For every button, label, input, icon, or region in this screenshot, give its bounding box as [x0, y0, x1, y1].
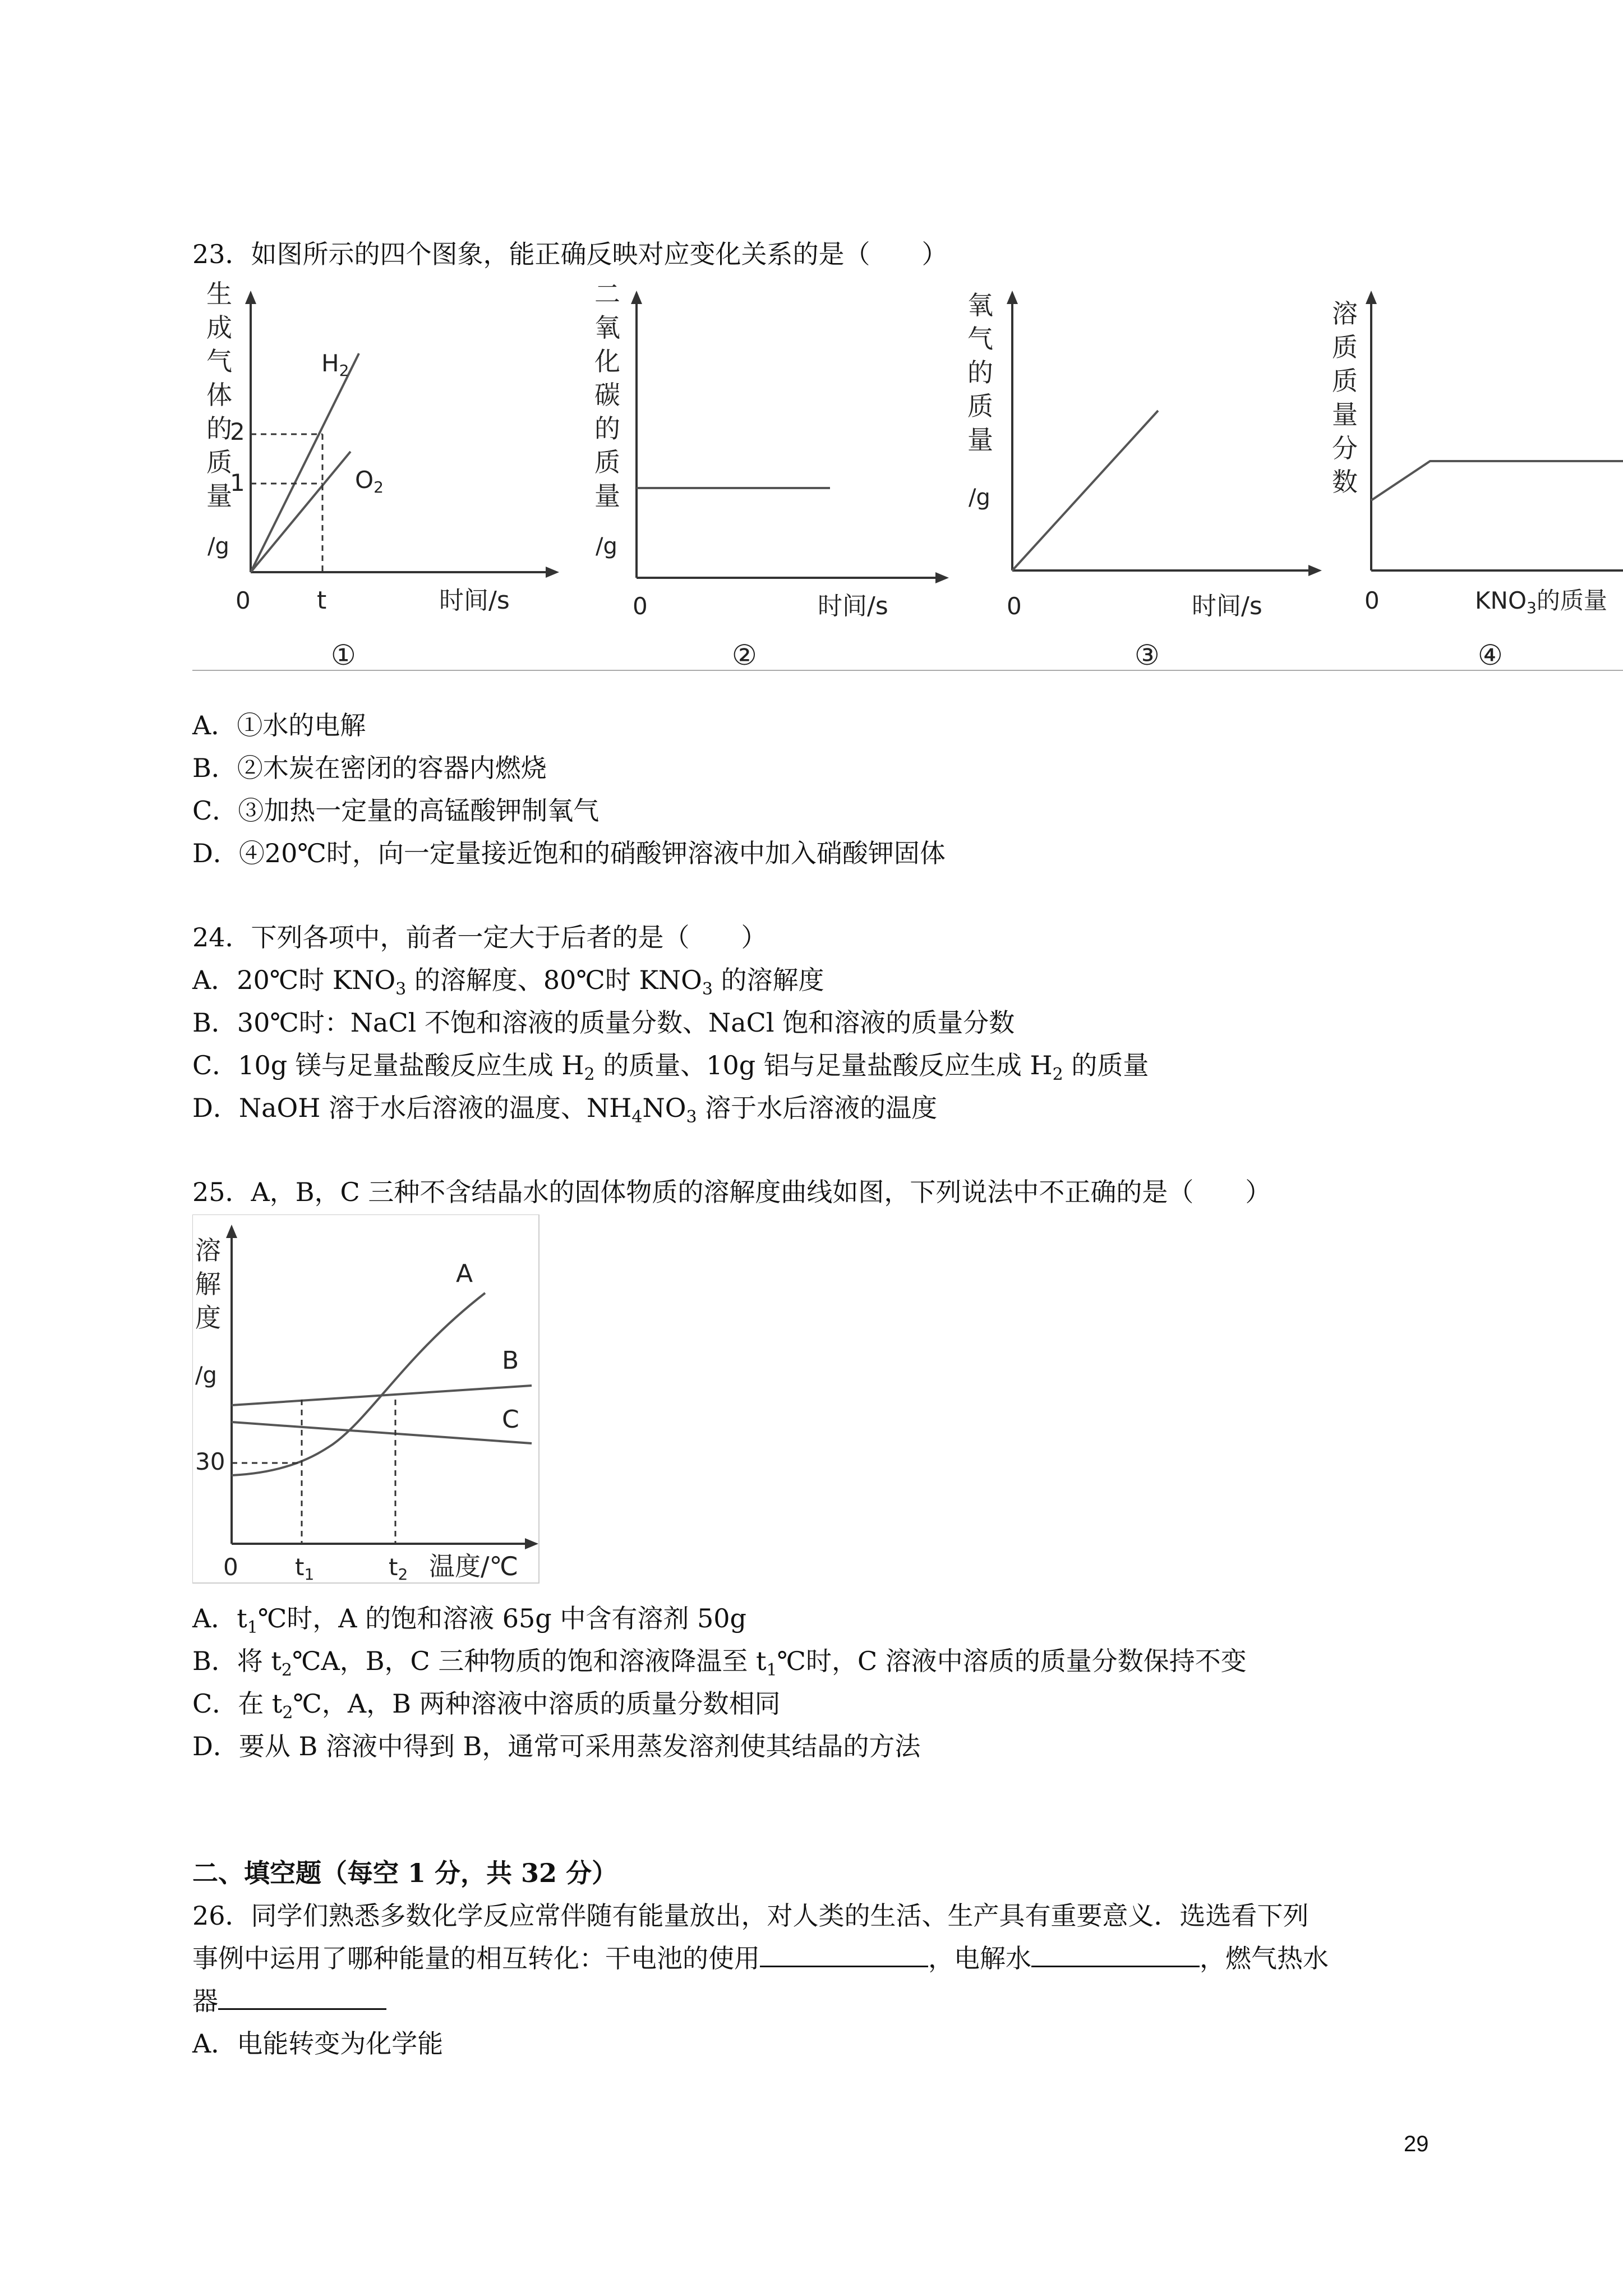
q25-option-d: D．要从 B 溶液中得到 B，通常可采用蒸发溶剂使其结晶的方法: [192, 1731, 921, 1761]
q23-option-c: C．③加热一定量的高锰酸钾制氧气: [192, 795, 600, 826]
blank-3[interactable]: [218, 1986, 386, 2010]
svg-text:量: 量: [594, 481, 620, 511]
curve-a: [232, 1293, 485, 1475]
q26-line-3: 器: [192, 1985, 386, 2017]
q23-option-d: D．④20℃时，向一定量接近饱和的硝酸钾溶液中加入硝酸钾固体: [192, 838, 946, 868]
q24-option-a: A．20℃时 $KNO_3$ 的溶解度、80℃时 $KNO_3$ 的溶解度: [192, 965, 824, 999]
graph-number: ①: [331, 639, 356, 671]
q24-option-d: D．NaOH 溶于水后溶液的温度、$NH_4NO_3$ 溶于水后溶液的温度: [192, 1093, 938, 1127]
svg-text:成: 成: [206, 312, 232, 343]
q26-line-1: 26．同学们熟悉多数化学反应常伴随有能量放出，对人类的生活、生产具有重要意义．选选看下列: [192, 1901, 1309, 1931]
graph2-yunit: /g: [596, 533, 617, 559]
q25-option-a: A．$t_1℃$时，A 的饱和溶液 65g 中含有溶剂 50g: [192, 1603, 746, 1637]
label-a: A: [456, 1259, 473, 1288]
svg-text:生: 生: [206, 280, 232, 309]
page-number: 29: [1404, 2132, 1429, 2156]
svg-text:质: 质: [206, 447, 232, 477]
q23-graph-4: [1326, 280, 1623, 673]
curve-b: [232, 1386, 532, 1405]
graph-number: ③: [1135, 639, 1160, 671]
h2-line: [251, 353, 359, 572]
graph3-yunit: /g: [969, 485, 990, 510]
q25-solubility-graph: [192, 1214, 540, 1585]
svg-text:的: 的: [206, 413, 232, 444]
o2-label: O2: [355, 466, 384, 496]
h2-label: H2: [321, 349, 349, 380]
q24-stem: 24．下列各项中，前者一定大于后者的是（ ）: [192, 922, 767, 953]
svg-text:量: 量: [967, 425, 993, 455]
q24-option-c: C．10g 镁与足量盐酸反应生成 $H_2$ 的质量、10g 铝与足量盐酸反应生成 $H_2$ 的质量: [192, 1050, 1149, 1084]
xtick-t1: t1: [295, 1553, 315, 1584]
svg-text:质: 质: [1332, 366, 1358, 396]
graph3-ylabel: [967, 290, 993, 455]
svg-text:化: 化: [594, 346, 620, 376]
mass-fraction-line: [1371, 461, 1623, 500]
svg-text:二: 二: [594, 280, 620, 309]
svg-text:溶: 溶: [195, 1235, 221, 1266]
svg-text:分: 分: [1332, 433, 1358, 463]
svg-text:氧: 氧: [594, 312, 620, 343]
xlabel: 时间/s: [818, 592, 888, 620]
graph-number: ②: [732, 639, 757, 671]
ytick-1: 1: [230, 469, 245, 496]
q26-option-a: A．电能转变为化学能: [192, 2028, 444, 2059]
q26-line-2: 事例中运用了哪种能量的相互转化：干电池的使用 ，电解水 ，燃气热水: [192, 1943, 1329, 1973]
solubility-ylabel: [195, 1235, 221, 1333]
q23-graph-1: [188, 280, 569, 673]
q24-option-b: B．30℃时：NaCl 不饱和溶液的质量分数、NaCl 饱和溶液的质量分数: [192, 1007, 1015, 1038]
svg-text:氧: 氧: [967, 290, 993, 320]
curve-c: [232, 1422, 532, 1443]
svg-text:体: 体: [206, 380, 232, 410]
svg-text:度: 度: [195, 1303, 221, 1333]
svg-text:量: 量: [1332, 399, 1358, 430]
origin: 0: [1364, 587, 1380, 614]
xlabel: 时间/s: [1192, 592, 1262, 620]
blank-1[interactable]: [760, 1943, 928, 1967]
q23-option-b: B．②木炭在密闭的容器内燃烧: [192, 753, 547, 783]
section-heading: 二、填空题（每空 1 分，共 32 分）: [192, 1858, 618, 1888]
ytick-2: 2: [230, 418, 245, 445]
solubility-yunit: /g: [195, 1363, 217, 1388]
xlabel: 温度/℃: [429, 1551, 519, 1581]
label-c: C: [502, 1405, 519, 1434]
graph2-ylabel: [594, 280, 620, 511]
q23-option-a: A．①水的电解: [192, 710, 366, 740]
xlabel: 时间/s: [439, 586, 510, 615]
q23-graph-2: [583, 280, 965, 673]
svg-text:质: 质: [967, 391, 993, 421]
q25-option-b: B．将 $t_2℃A$，B，C 三种物质的饱和溶液降温至 $t_1℃$时，C 溶液中溶质的质量分数保持不变: [192, 1646, 1247, 1680]
blank-2[interactable]: [1031, 1943, 1200, 1967]
graph4-ylabel: [1332, 298, 1358, 497]
q25-stem: 25．A，B，C 三种不含结晶水的固体物质的溶解度曲线如图，下列说法中不正确的是（ ）: [192, 1177, 1271, 1207]
xtick-t2: t2: [389, 1553, 408, 1584]
svg-text:的: 的: [967, 357, 993, 388]
origin: 0: [236, 587, 251, 614]
svg-text:数: 数: [1332, 467, 1358, 497]
graph1-ylabel: [206, 280, 232, 511]
svg-text:气: 气: [967, 324, 993, 354]
graph1-yunit: /g: [208, 533, 229, 559]
svg-text:质: 质: [1332, 332, 1358, 362]
svg-text:质: 质: [594, 447, 620, 477]
svg-text:溶: 溶: [1332, 298, 1358, 329]
origin: 0: [633, 592, 648, 620]
o2-mass-line: [1012, 411, 1158, 570]
xlabel: KNO3的质量: [1475, 587, 1607, 617]
label-b: B: [502, 1346, 519, 1375]
graph-number: ④: [1478, 639, 1503, 671]
origin: 0: [223, 1553, 238, 1581]
ytick-30: 30: [195, 1448, 225, 1475]
svg-text:气: 气: [206, 346, 232, 376]
q25-option-c: C．在 $t_2℃$，A，B 两种溶液中溶质的质量分数相同: [192, 1688, 781, 1723]
xtick-t: t: [317, 586, 327, 615]
q23-graph-3: [956, 280, 1338, 673]
q23-stem: 23．如图所示的四个图象，能正确反映对应变化关系的是（ ）: [192, 239, 948, 269]
origin: 0: [1007, 592, 1022, 620]
svg-text:的: 的: [594, 413, 620, 444]
graph-divider: [192, 670, 1623, 671]
svg-text:量: 量: [206, 481, 232, 511]
svg-text:碳: 碳: [594, 380, 620, 410]
svg-text:解: 解: [195, 1269, 221, 1299]
